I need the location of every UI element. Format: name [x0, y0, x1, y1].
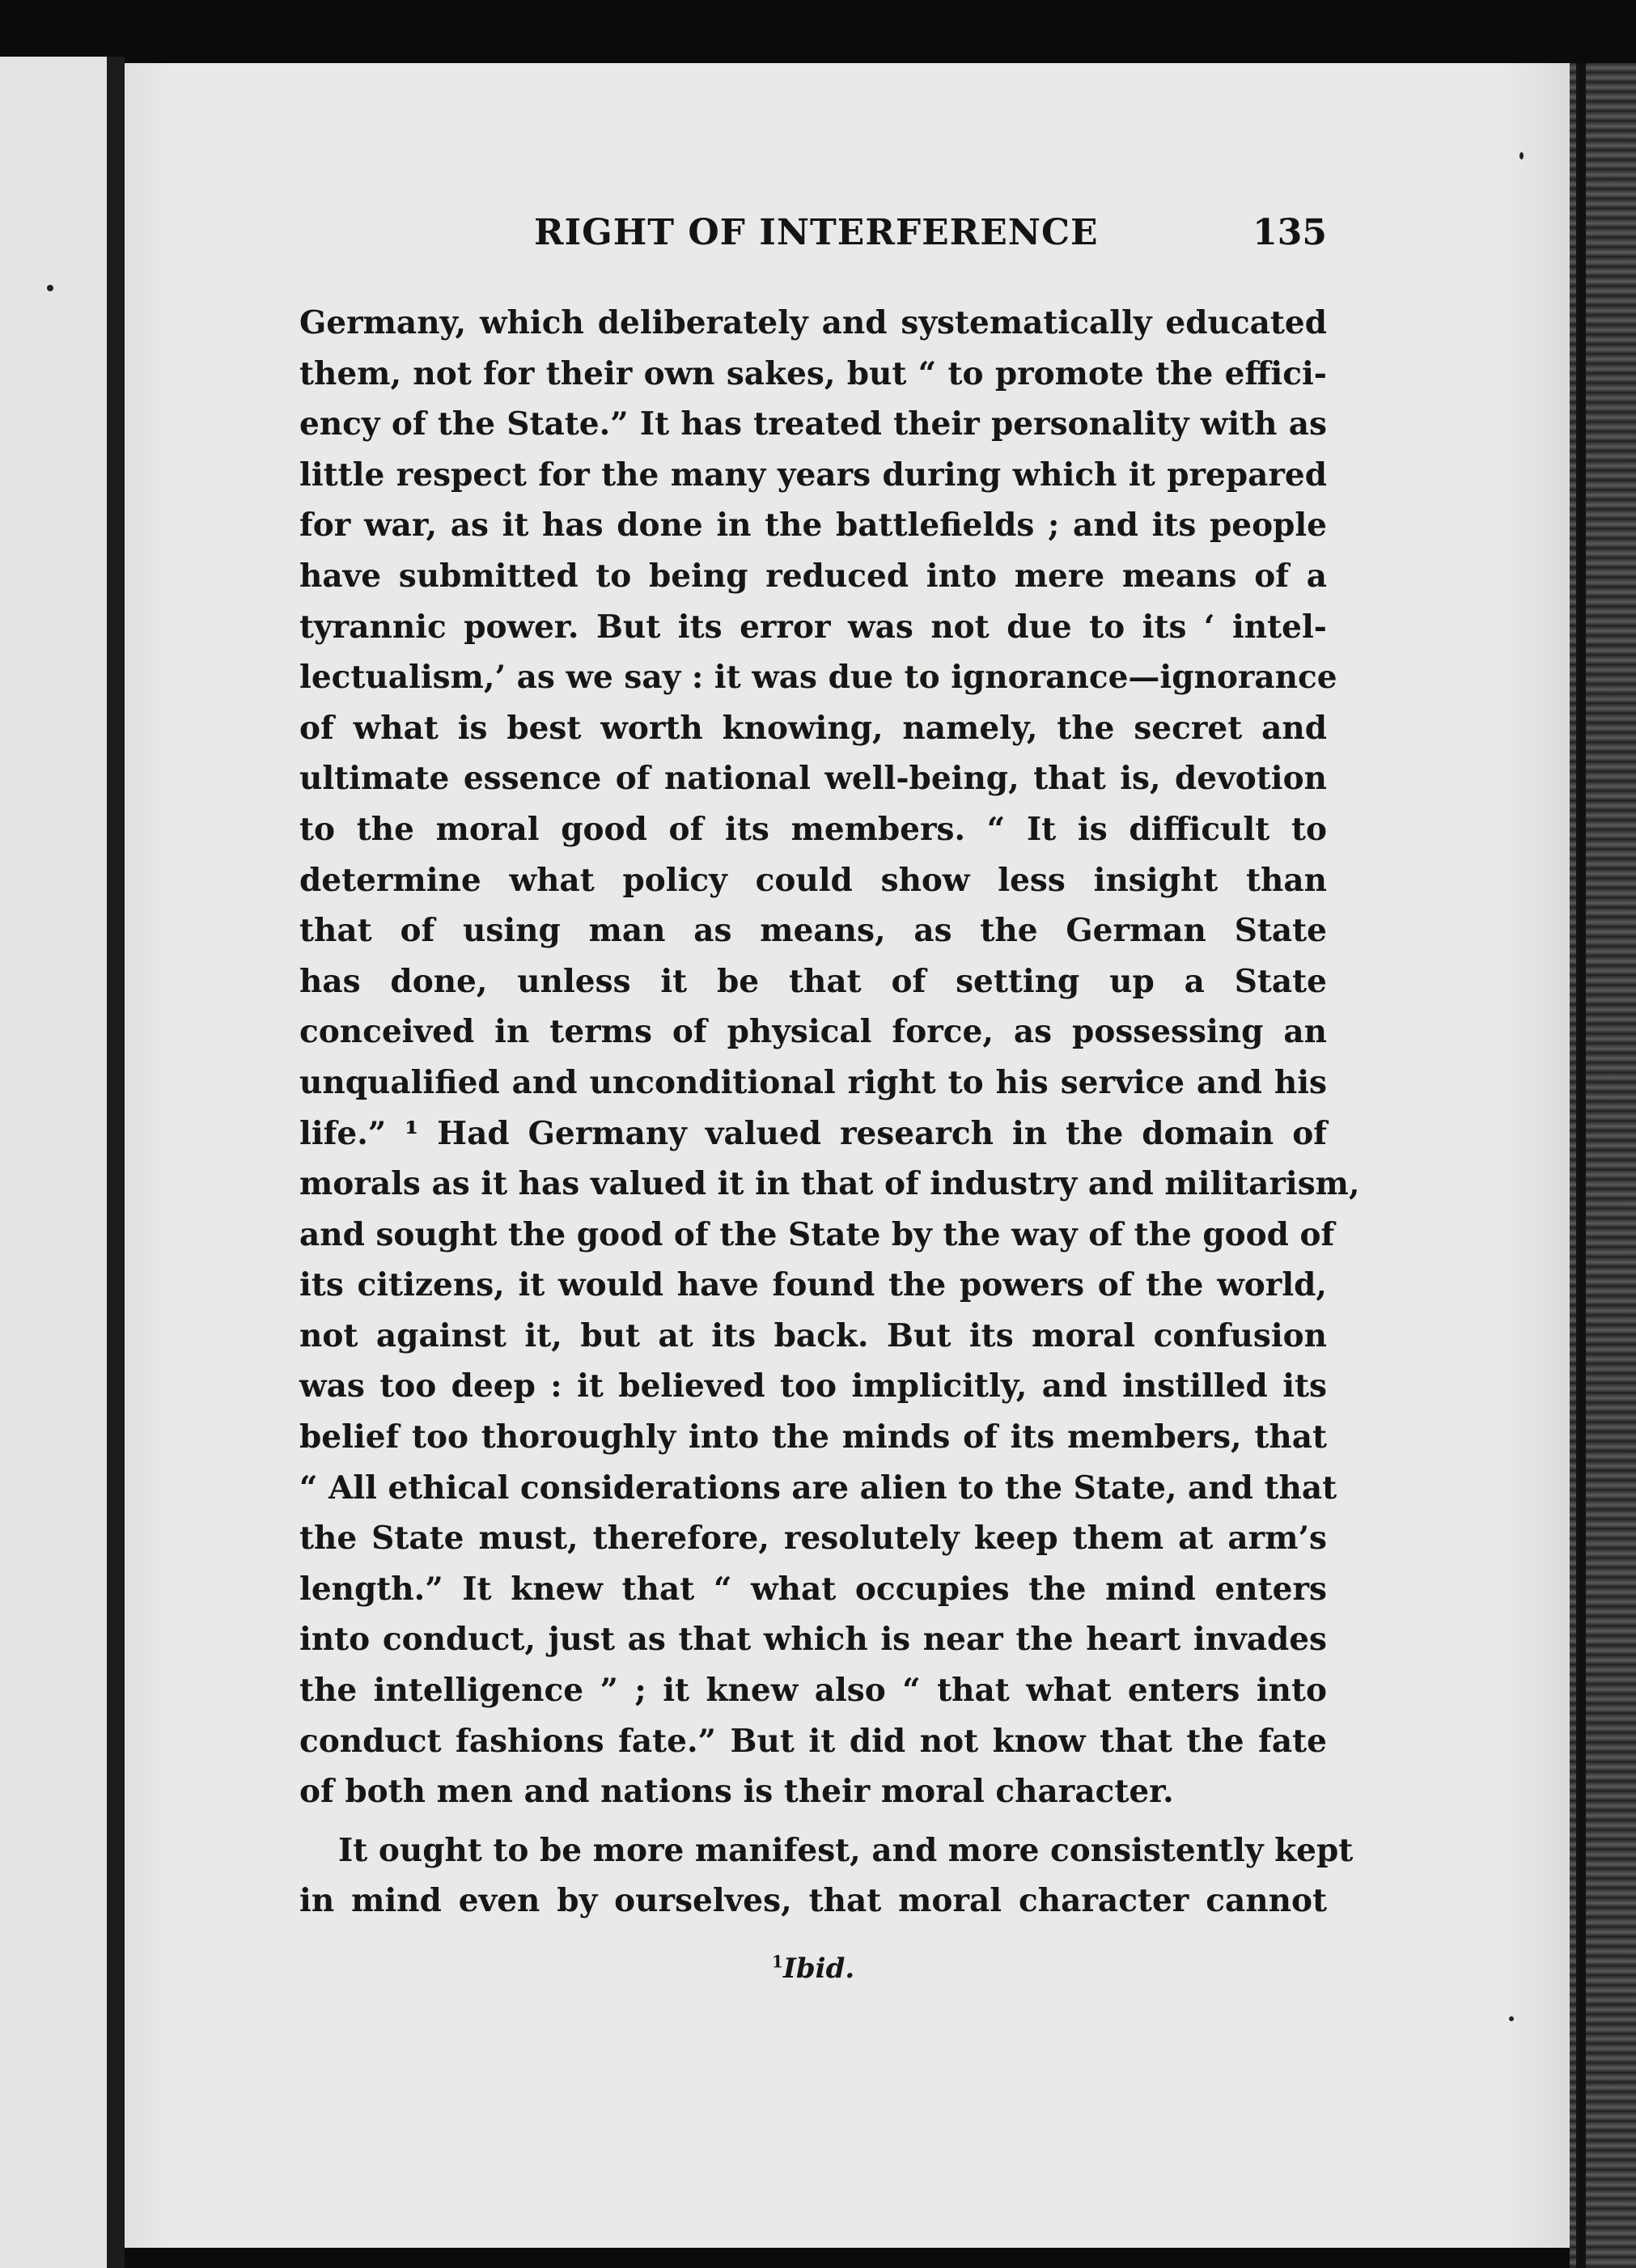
text-line: of what is best worth knowing, namely, the secret and [299, 709, 1327, 747]
text-line: was too deep : it believed too implicitly, and instilled its [299, 1367, 1327, 1405]
text-line: conceived in terms of physical force, as possessing an [299, 1013, 1327, 1051]
page-number: 135 [1252, 212, 1327, 253]
right-border-shadow [1576, 63, 1586, 2268]
text-line: them, not for their own sakes, but “ to promote the effici- [299, 354, 1327, 392]
text-line: has done, unless it be that of setting up a State [299, 962, 1327, 1000]
text-line: It ought to be more manifest, and more consistently kept [338, 1831, 1354, 1869]
page-gutter-shadow [107, 57, 125, 2268]
text-line: not against it, but at its back. But its moral confusion [299, 1316, 1327, 1354]
text-line: and sought the good of the State by the way of the good of [299, 1215, 1335, 1253]
text-line: have submitted to being reduced into mere means of a [299, 557, 1327, 595]
text-line: the State must, therefore, resolutely keep them at arm’s [299, 1520, 1327, 1558]
facing-page-margin [0, 57, 113, 2268]
text-line: belief too thoroughly into the minds of its members, that [299, 1418, 1327, 1456]
dust-speck [1519, 152, 1524, 159]
text-line: unqualified and unconditional right to his service and his [299, 1063, 1327, 1101]
footnote-text: Ibid. [782, 1952, 855, 1985]
text-line: ency of the State.” It has treated their personality with as [299, 405, 1327, 443]
dust-speck [47, 285, 53, 291]
text-line: in mind even by ourselves, that moral character cannot [299, 1882, 1327, 1920]
footnote-marker: 1 [771, 1952, 783, 1972]
text-line: its citizens, it would have found the powers of the world, [299, 1266, 1327, 1304]
text-line: morals as it has valued it in that of industry and militarism, [299, 1165, 1360, 1203]
footnote [299, 1952, 1327, 1985]
text-line: little respect for the many years during which it prepared [299, 456, 1327, 494]
text-line: determine what policy could show less insight than [299, 861, 1327, 899]
paragraph [299, 298, 1360, 1817]
text-line: ultimate essence of national well-being, that is, devotion [299, 760, 1327, 798]
text-line: conduct fashions fate.” But it did not know that the fate [299, 1722, 1327, 1760]
body-text [299, 298, 1360, 1927]
text-line: tyrannic power. But its error was not due to its ‘ intel- [299, 608, 1327, 646]
text-line: length.” It knew that “ what occupies the mind enters [299, 1570, 1327, 1608]
text-line: life.” ¹ Had Germany valued research in the domain of [299, 1114, 1327, 1152]
text-line: Germany, which deliberately and systematically educated [299, 304, 1327, 341]
running-title: RIGHT OF INTERFERENCE [534, 212, 1099, 253]
text-line: “ All ethical considerations are alien to the State, and that [299, 1469, 1337, 1507]
dust-speck [1509, 2016, 1514, 2021]
text-line: into conduct, just as that which is near the heart invades [299, 1621, 1327, 1659]
text-line: to the moral good of its members. “ It is difficult to [299, 810, 1327, 848]
text-line: of both men and nations is their moral character. [299, 1773, 1174, 1811]
text-line: for war, as it has done in the battlefields ; and its people [299, 507, 1327, 545]
text-line: the intelligence ” ; it knew also “ that what enters into [299, 1672, 1327, 1710]
paragraph [299, 1825, 1354, 1927]
text-line: lectualism,’ as we say : it was due to ignorance—ignorance [299, 659, 1337, 697]
running-head [299, 212, 1327, 261]
text-line: that of using man as means, as the German State [299, 912, 1327, 950]
